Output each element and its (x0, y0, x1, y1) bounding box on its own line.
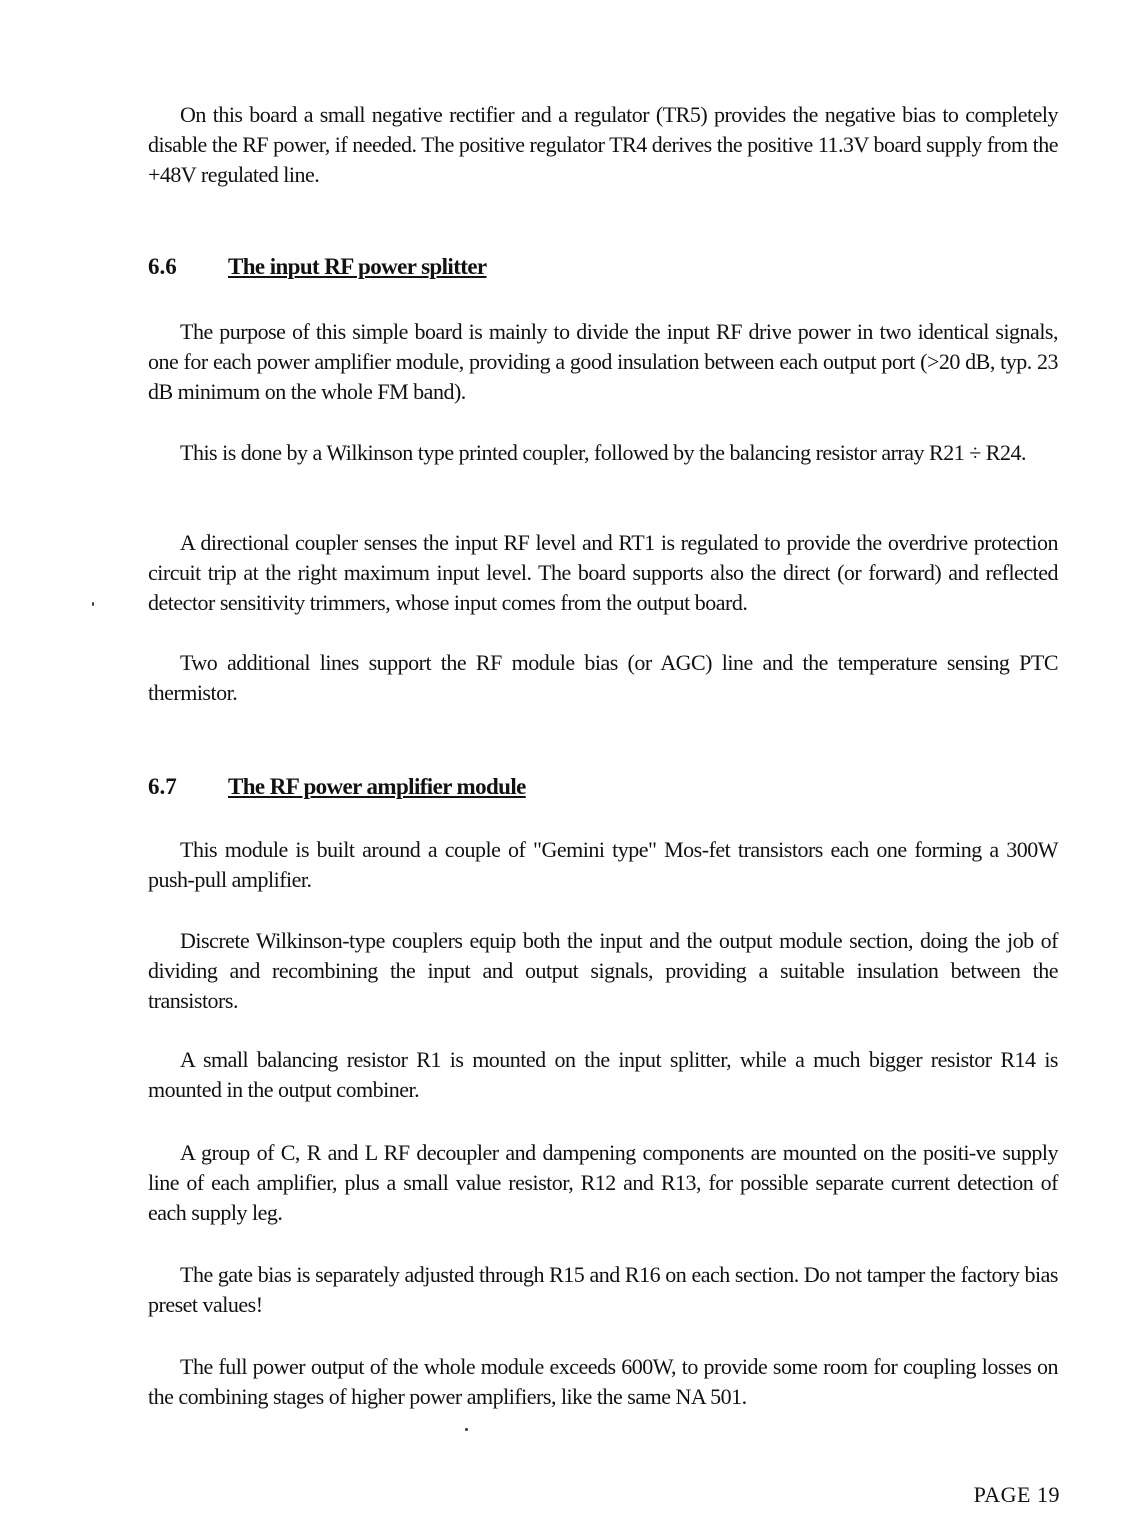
paragraph: Two additional lines support the RF module bias (or AGC) line and the temperature sensing PTC thermistor. (148, 650, 1058, 705)
paragraph: A group of C, R and L RF decoupler and dampening components are mounted on the positi-ve supply line of each amplifier, plus a small value resistor, R12 and R13, for possible separate current detection of each supply leg. (148, 1140, 1058, 1225)
intro-paragraph: On this board a small negative rectifier and a regulator (TR5) provides the negative bias to completely disable the RF power, if needed. The positive regulator TR4 derives the positive 11.3V board supply from the +48V regulated line. (148, 102, 1058, 187)
paragraph: The purpose of this simple board is mainly to divide the input RF drive power in two identical signals, one for each power amplifier module, providing a good insulation between each output port (>20 dB, typ. 23 dB minimum on the whole FM band). (148, 319, 1058, 404)
paragraph: A small balancing resistor R1 is mounted on the input splitter, while a much bigger resistor R14 is mounted in the output combiner. (148, 1047, 1058, 1102)
section-number: 6.6 (148, 254, 177, 279)
paragraph: This module is built around a couple of "Gemini type" Mos-fet transistors each one forming a 300W push-pull amplifier. (148, 837, 1058, 892)
scan-speck (465, 1428, 468, 1431)
scan-speck (92, 602, 94, 606)
section-title: The RF power amplifier module (228, 774, 526, 799)
paragraph: The full power output of the whole module exceeds 600W, to provide some room for coupling losses on the combining stages of higher power amplifiers, like the same NA 501. (148, 1354, 1058, 1409)
section-heading-6-6 (148, 252, 487, 282)
paragraph: A directional coupler senses the input RF level and RT1 is regulated to provide the overdrive protection circuit trip at the right maximum input level. The board supports also the direct (or forward) and reflected detector sensitivity trimmers, whose input comes from the output board. (148, 530, 1058, 615)
section-number: 6.7 (148, 774, 177, 799)
page-number: PAGE 19 (973, 1482, 1060, 1507)
paragraph: The gate bias is separately adjusted through R15 and R16 on each section. Do not tamper the factory bias preset values! (148, 1262, 1058, 1317)
paragraph: Discrete Wilkinson-type couplers equip both the input and the output module section, doing the job of dividing and recombining the input and output signals, providing a suitable insulation between the transistors. (148, 928, 1058, 1013)
section-title: The input RF power splitter (228, 254, 487, 279)
paragraph: This is done by a Wilkinson type printed coupler, followed by the balancing resistor array R21 ÷ R24. (180, 440, 1026, 465)
section-heading-6-7 (148, 772, 526, 802)
